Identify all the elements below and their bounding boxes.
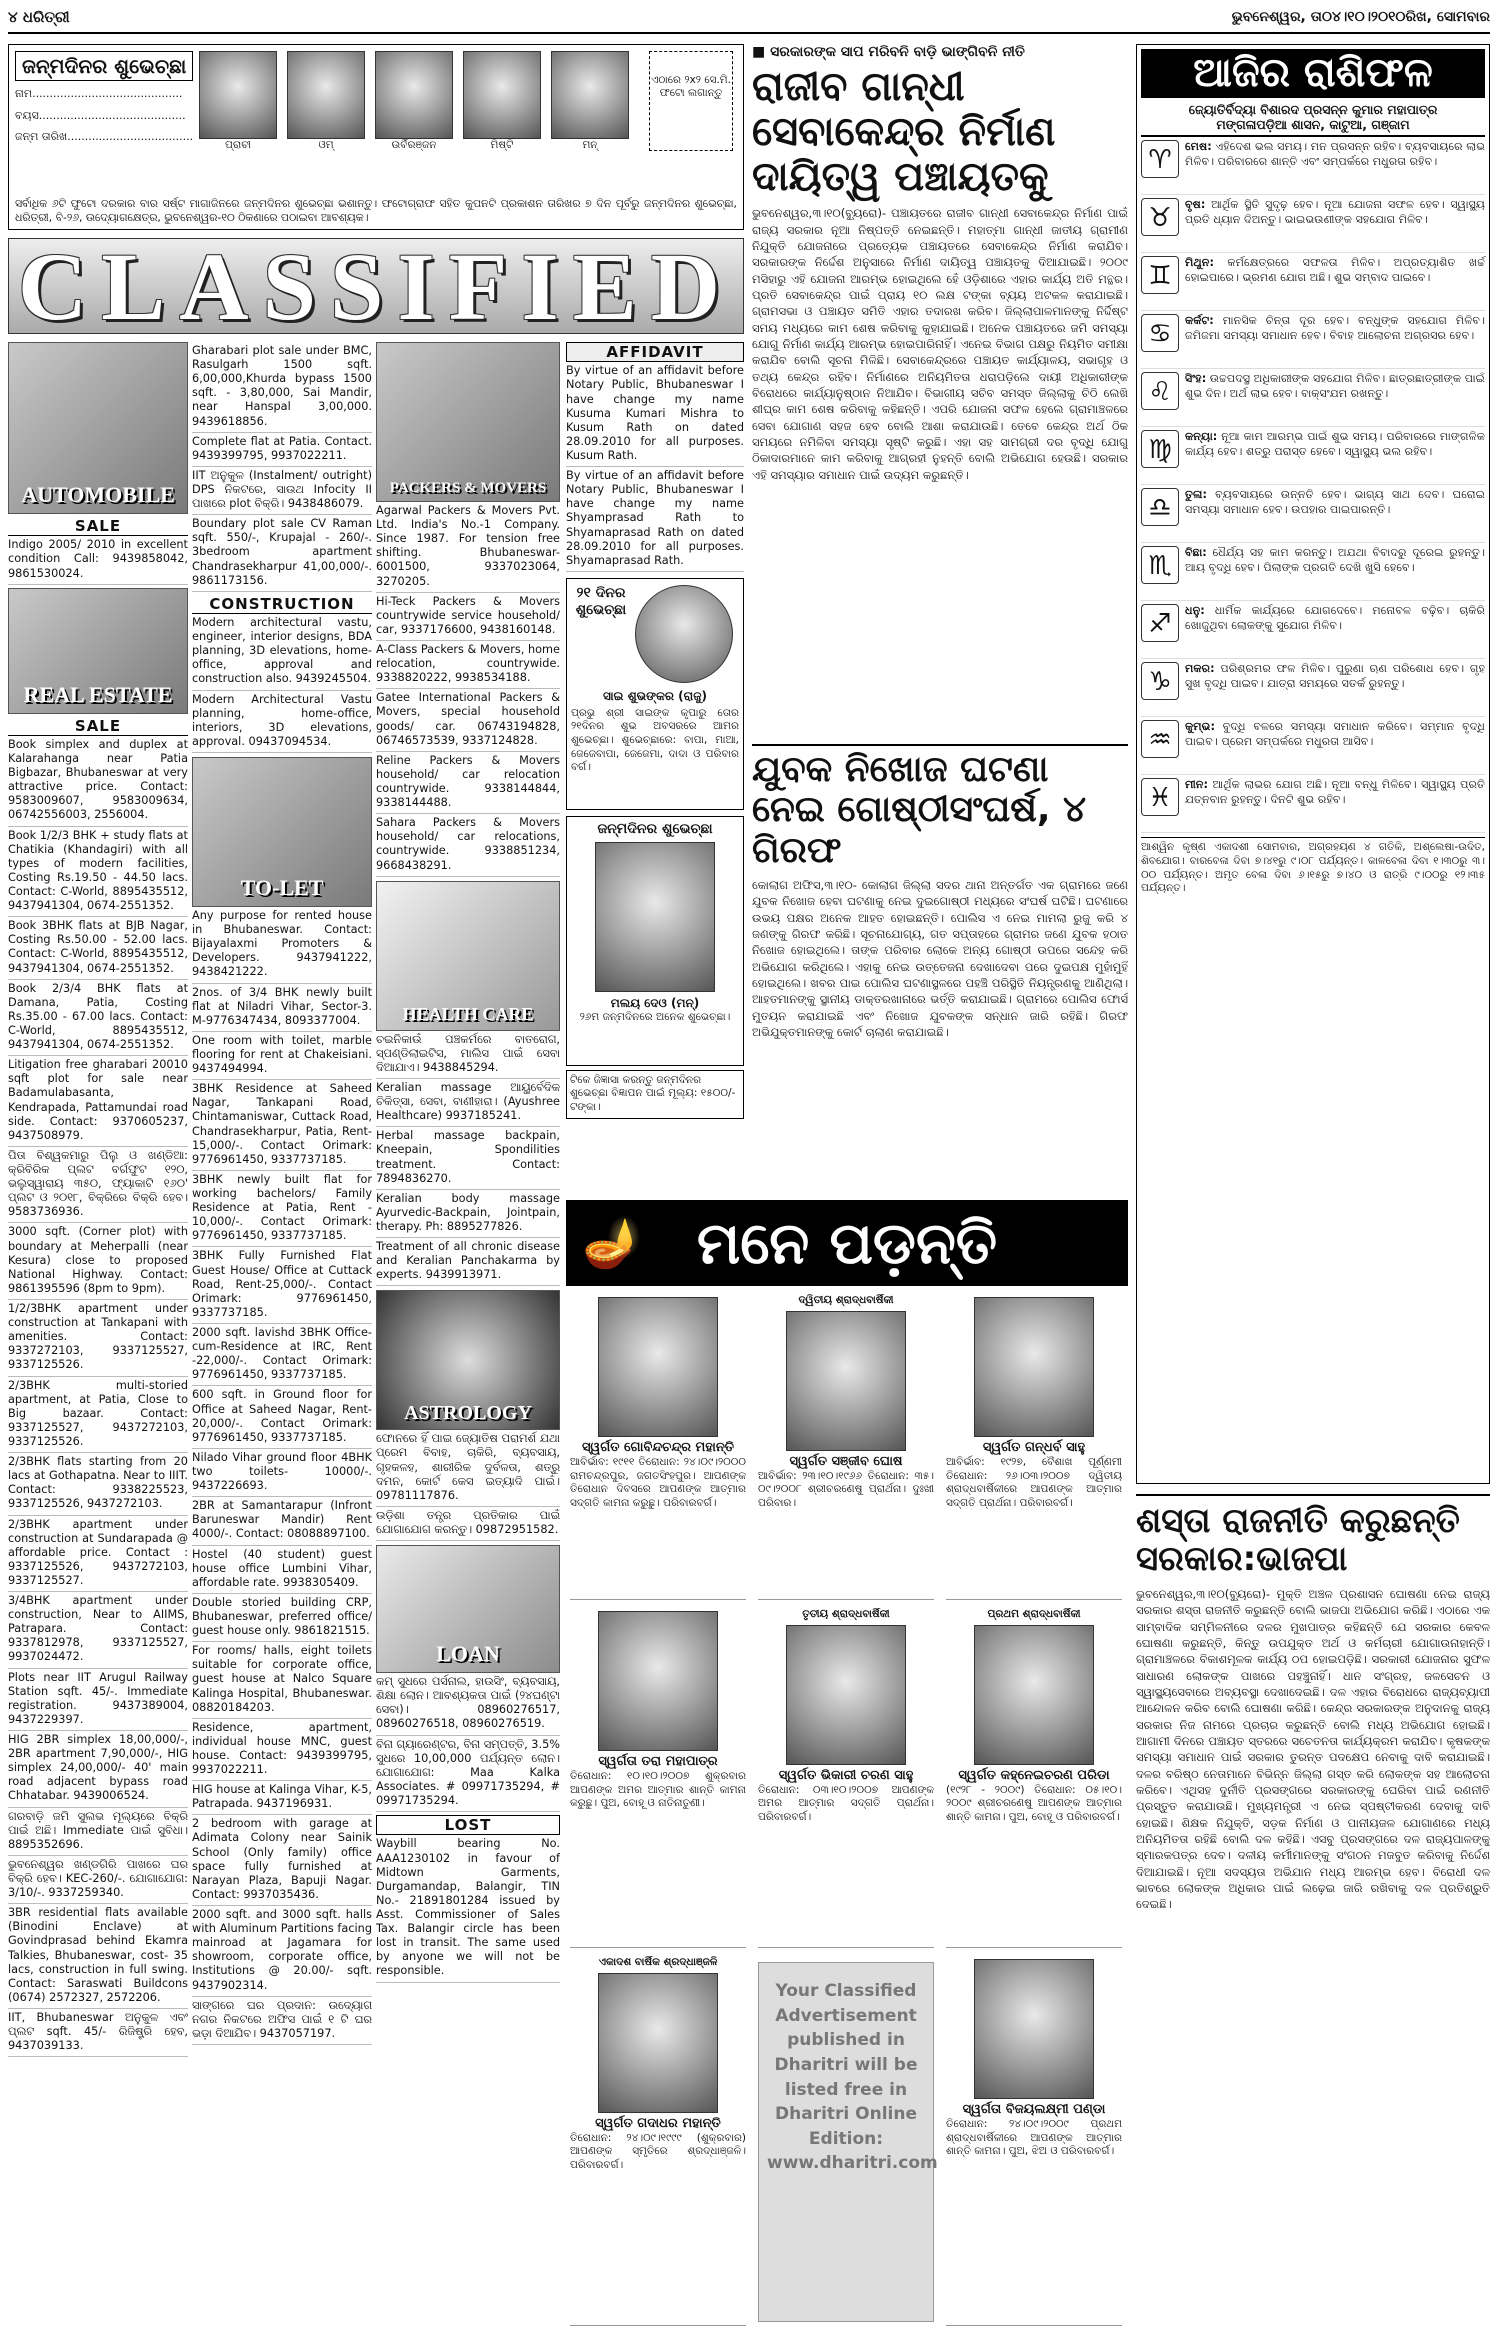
obituary-card [946, 1956, 1122, 2326]
packers-label: PACKERS & MOVERS [389, 479, 547, 496]
child-photo [199, 51, 277, 139]
zodiac-icon: ♈ [1141, 140, 1179, 178]
article-headline: ରାଜୀବ ଗାନ୍ଧୀ ସେବାକେନ୍ଦ୍ର ନିର୍ମାଣ ଦାୟିତ୍ୱ ପଞ୍ଚାୟତକୁ [752, 64, 1056, 200]
classified-ad: Book 2/3/4 BHK flats at Damana, Patia, Costing Rs.35.00 - 67.00 lacs. Contact: C-World, 8895435512, 9437941304, 0674-2551352. [8, 980, 188, 1057]
zodiac-prediction: ପରିଶ୍ରମର ଫଳ ମିଳିବ। ପୁରୁଣା ଋଣ ପରିଶୋଧ ହେବ। ଗୃହ ସୁଖ ବୃଦ୍ଧି ପାଇବ। ଯାତ୍ରା ସମୟରେ ସତର୍କ ରୁହନ୍ତୁ। [1185, 662, 1485, 691]
to-let-image [192, 757, 372, 907]
baby-name: ସାଇ ଶୁଭଙ୍କର (ରାଜୁ) [603, 688, 707, 703]
classified-ad: Modern architectural vastu, engineer, interior designs, BDA planning, 3D elevations, home-office, approval and construction also. 9439245504. [192, 614, 372, 691]
classified-ad: 3BHK Fully Furnished Flat Guest House/ Office at Cuttack Road, Rent-25,000/-. Contact Orimark: 9776961450, 9337737185. [192, 1247, 372, 1324]
zodiac-prediction: ଆର୍ଥିକ ଲାଭର ଯୋଗ ଅଛି। ନୂଆ ବନ୍ଧୁ ମିଳିବେ। ସ୍ୱାସ୍ଥ୍ୟ ପ୍ରତି ଯତ୍ନବାନ ରୁହନ୍ତୁ। ଦିନଟି ଶୁଭ ରହିବ। [1185, 778, 1485, 807]
ad-list [8, 736, 188, 2057]
news-article-rajiv-gandhi [752, 44, 1128, 734]
zodiac-prediction: ବ୍ୟବସାୟରେ ଉନ୍ନତି ହେବ। ଭାଗ୍ୟ ସାଥ ଦେବ। ଘରୋଇ ସମସ୍ୟା ସମାଧାନ ହେବ। ଉପହାର ପାଇପାରନ୍ତି। [1185, 488, 1485, 517]
ad-list [192, 907, 372, 2045]
zodiac-icon: ♍ [1141, 430, 1179, 468]
obituary-card [946, 1294, 1122, 1600]
obituary-photo [598, 1297, 718, 1437]
zodiac-icon: ♋ [1141, 314, 1179, 352]
astrologer-name: ଜ୍ୟୋତିର୍ବିଦ୍ୟା ବିଶାରଦ ପ୍ରସନ୍ନ କୁମାର ମହାପାତ୍ର [1188, 101, 1438, 117]
horoscope-title: ଆଜିର ରାଶିଫଳ [1141, 49, 1485, 98]
zodiac-icon: ♎ [1141, 488, 1179, 526]
classified-ad: Gatee International Packers & Movers, special household goods/ car. 06743194828, 06746573539, 9337124828. [376, 689, 560, 751]
real-estate-image [8, 588, 188, 714]
obituary-grid [566, 1286, 1128, 2332]
automobile-label: AUTOMOBILE [21, 482, 175, 508]
horoscope-item [1141, 717, 1485, 775]
classified-ad: 3000 sqft. (Corner plot) with boundary at Meherpalli (near Kesura) close to proposed National Highway. Contact: 9861395596 (8pm to 9pm). [8, 1223, 188, 1300]
obituary-text: ତିରୋଧାନ: ୨୪।୦୯।୨୦୦୯ ପ୍ରଥମ ଶ୍ରାଦ୍ଧବାର୍ଷିକୀରେ ଆପଣଙ୍କ ଆତ୍ମାର ଶାନ୍ତି କାମନା। ପୁଅ, ଝିଅ ଓ ପରିବାରବର୍ଗ। [946, 2117, 1122, 2158]
classified-ad: Sahara Packers & Movers household/ car relocations, countrywide. 9338851234, 9668438291. [376, 814, 560, 876]
classified-ad: 2nos. of 3/4 BHK newly built flat at Niladri Vihar, Sector-3. M-9776347434, 8093377004. [192, 984, 372, 1032]
page-number: ୪ ଧରିତ୍ରୀ [8, 8, 70, 26]
horoscope-list [1141, 137, 1485, 833]
photo-placeholder[interactable]: ଏଠାରେ ୨x୨ ସେ.ମି. ଫଟୋ ଲଗାନ୍ତୁ [649, 51, 733, 151]
birthday-ad [566, 816, 744, 1066]
zodiac-name: କୁମ୍ଭ: [1185, 720, 1215, 734]
classified-ad: Book 1/2/3 BHK + study flats at Chatikia (Khandagiri) with all types of modern facilities, Costing Rs.19.50 - 44.50 lacs. Contact: C-World, 8895435512, 9437941304, 0674-2551352. [8, 827, 188, 918]
classified-column-3 [376, 342, 560, 2335]
horoscope-item [1141, 601, 1485, 659]
news-article-bjp [1136, 1494, 1490, 2336]
zodiac-icon: ♒ [1141, 720, 1179, 758]
diya-icon: 🪔 [582, 1215, 642, 1271]
classified-ad: Gharabari plot sale under BMC, Rasulgarh 1500 sqft. 6,00,000,Khurda bypass 1500 sqft. - 3,80,000, Sai Mandir, near Hanspal 3,00,000. 9439618856. [192, 342, 372, 433]
horoscope-item [1141, 195, 1485, 253]
obituary-text: ଆବିର୍ଭାବ: ୧୯୨୭, ବୈଶାଖ ପୂର୍ଣ୍ଣମୀ ତିରୋଧାନ: ୨୬।୦୩।୨୦୦୭ ଦ୍ୱିତୀୟ ଶ୍ରାଦ୍ଧବାର୍ଷିକୀରେ ଆପଣଙ୍କ ଆତ୍ମାର ସଦ୍‌ଗତି ପ୍ରାର୍ଥନା। ପରିବାରବର୍ଗ। [946, 1455, 1122, 1509]
obituary-photo [974, 1297, 1094, 1437]
classified-ad: Reline Packers & Movers household/ car relocation countrywide. 9338144844, 9338144488. [376, 752, 560, 814]
classified-ad: Boundary plot sale CV Raman sqft. 550/-, Krupajal - 260/-. 3bedroom apartment Chandrasekharpur 41,00,000/-. 9861173156. [192, 515, 372, 592]
obituary-name: ସ୍ୱର୍ଗତ ସଞ୍ଜୀବ ଘୋଷ [789, 1453, 903, 1469]
masthead [8, 4, 1490, 34]
classified-ad: ପିତା ବିଶ୍ୱକମାରୁ ପିଲୁ ଓ ଖଣ୍ଡିଆ: କ୍ରିବିରିକ ପ୍ଲଟ ବର୍ଗଫୁଟ ୧୨୦, ଭଲୁସ୍ୱାରାୟ ୩୫୦, ଫ୍ୟାକାଟି ୧୬୦' ପ୍ଲଟ ଓ ୨୦୧୮, ବିକ୍ରିରେ ବିକ୍ରି ହେବ। 9583736936. [8, 1147, 188, 1224]
classified-ad: 3BR residential flats available (Binodini Enclave) at Govindprasad behind Ekamra Talkies, Bhubaneswar, cost- 35 lacs, construction in full swing. Contact: Saraswati Buildcons (0674) 2572327, 2572206. [8, 1904, 188, 2009]
zodiac-prediction: ଆର୍ଥିକ ସ୍ଥିତି ସୁଦୃଢ଼ ହେବ। ନୂଆ ଯୋଜନା ସଫଳ ହେବ। ସ୍ୱାସ୍ଥ୍ୟ ପ୍ରତି ଧ୍ୟାନ ଦିଅନ୍ତୁ। ଭାଇଭଉଣୀଙ୍କ ସହଯୋଗ ମିଳିବ। [1185, 198, 1485, 227]
article-body: କୋଲାଗ ଅଫିସ,୩।୧୦- କୋଲାଗ ଜିଲ୍ଲା ସଦର ଥାନା ଅନ୍ତର୍ଗତ ଏକ ଗ୍ରାମରେ ଜଣେ ଯୁବକ ନିଖୋଜ ହେବା ଘଟଣାକୁ ନେଇ ଦୁଇଗୋଷ୍ଠୀ ମଧ୍ୟରେ ସଂଘର୍ଷ ଘଟିଛି। ଘଟଣାରେ ଉଭୟ ପକ୍ଷର ଅନେକ ଆହତ ହୋଇଛନ୍ତି। ପୋଲିସ ଏ ନେଇ ମାମଲା ରୁଜୁ କରି ୪ ଜଣଙ୍କୁ ଗିରଫ କରିଛି। ସୂଚନାଯୋଗ୍ୟ, ଗତ ସପ୍ତାହରେ ଗ୍ରାମର ଜଣେ ଯୁବକ ହଠାତ ନିଖୋଜ ହୋଇଥିଲେ। ତାଙ୍କ ପରିବାର ଲୋକେ ଅନ୍ୟ ଗୋଷ୍ଠୀ ଉପରେ ସନ୍ଦେହ କରି ଅଭିଯୋଗ କରିଥିଲେ। ଏହାକୁ ନେଇ ଉତ୍ତେଜନା ଦେଖାଦେବା ପରେ ଦୁଇପକ୍ଷ ମୁହାଁମୁହିଁ ହୋଇଥିଲେ। ଖବର ପାଇ ପୋଲିସ ଘଟଣାସ୍ଥଳରେ ପହଞ୍ଚି ପରିସ୍ଥିତି ନିୟନ୍ତ୍ରଣକୁ ଆଣିଥିଲା। ଆହତମାନଙ୍କୁ ସ୍ଥାନୀୟ ଡାକ୍ତରଖାନାରେ ଭର୍ତ୍ତି କରାଯାଇଛି। ଗ୍ରାମରେ ପୋଲିସ ଫୋର୍ସ ମୁତୟନ କରାଯାଇଛି ଏବଂ ନିଖୋଜ ଯୁବକଙ୍କ ସନ୍ଧାନ ଜାରି ରହିଛି। ଗିରଫ ଅଭିଯୁକ୍ତମାନଙ୍କୁ କୋର୍ଟ ଚାଲାଣ କରାଯାଇଛି। [752, 877, 1128, 1039]
obituary-card [570, 1608, 746, 1948]
coupon-note: ସର୍ବାଧିକ ୬ଟି ଫୁଟୋ ଦରକାର ବାର ସର୍ଷ୍ଟ ମାଗାଜିନରେ ଜନ୍ମଦିନର ଶୁଭେଚ୍ଛା ଭଶାନ୍ତୁ। ଫଟୋଗ୍ରାଫ ସହିତ କୁପନଟି ପ୍ରକାଶନ ତାରିଖର ୭ ଦିନ ପୂର୍ବରୁ ଜନ୍ମଦିନର ଶୁଭେଚ୍ଛା, ଧରିତ୍ରୀ, ବି-୨୬, ଉଦ୍ୟୋଗକ୍ଷେତ୍ର, ଭୁବନେଶ୍ୱର-୧୦ ଠିକଣାରେ ପଠାଇବା ଆବଶ୍ୟକ। [15, 196, 737, 224]
health-care-label: HEALTH CARE [402, 1003, 534, 1024]
child-photo [551, 51, 629, 139]
classified-ad: Modern Architectural Vastu planning, home-office, interiors, 3D elevations, approval. 09437094534. [192, 691, 372, 753]
coupon-field-dob[interactable]: ଜନ୍ମ ତାରିଖ.................................... [15, 130, 194, 144]
classified-ad: 2BR at Samantarapur (Infront Baruneswar Mandir) Rent 4000/-. Contact: 08088897100. [192, 1497, 372, 1545]
classified-ad: ବିନା ଗ୍ୟାରେଣ୍ଟର, ବିନା ସମ୍ପତ୍ତି, 3.5% ସୁଧରେ 10,00,000 ପର୍ଯ୍ୟନ୍ତ ଲୋନ। ଯୋଗାଯୋଗ: Maa Kalka Associates. # 09971735294, # 09971735294. [376, 1736, 560, 1813]
zodiac-icon: ♏ [1141, 546, 1179, 584]
classified-ad: Agarwal Packers & Movers Pvt. Ltd. India's No.-1 Company. Since 1987. For tension free shifting. Bhubaneswar- 6001500, 9337023064, 3270205. [376, 502, 560, 593]
child-name: ଉର୍ବିରଞ୍ଜନ [391, 139, 437, 151]
classified-ad: Keralian massage ଆୟୁର୍ବେଦିକ ଚିକିତ୍ସା, ସେବା, ବାଣୀହାରା। (Ayushree Healthcare) 9937185241. [376, 1079, 560, 1127]
classified-ad: For rooms/ halls, eight toilets suitable for corporate office, guest house at Nalco Square Kalinga Hospital, Bhubaneswar. 08820184203. [192, 1642, 372, 1719]
article-kicker: ■ ସରକାରଙ୍କ ସାପ ମରିବନି ବାଡ଼ି ଭାଙ୍ଗିବନି ନୀତି [752, 44, 1025, 60]
birthday-coupon [8, 44, 744, 230]
loan-label: LOAN [436, 1641, 500, 1667]
classified-ad: 2000 sqft. lavishd 3BHK Office-cum-Residence at IRC, Rent -22,000/-. Contact Orimark: 9776961450, 9337737185. [192, 1324, 372, 1386]
child-photo [287, 51, 365, 139]
classified-ad: 3/4BHK apartment under construction, Near to AIIMS, Patrapara. Contact: 9337812978, 9337125527, 9937024472. [8, 1592, 188, 1669]
obituary-text: ଆବିର୍ଭାବ: ୧୯୧୧ ତିରୋଧାନ: ୨୪।୦୯।୨୦୦୦ ରାମଚନ୍ଦ୍ରପୁର, ଜଗତସିଂହପୁର। ଆପଣଙ୍କ ତିରୋଧାନ ଦିବସରେ ଆପଣଙ୍କ ଆତ୍ମାର ସଦ୍‌ଗତି କାମନା କରୁଛୁ। ପରିବାରବର୍ଗ। [570, 1455, 746, 1509]
obituary-name: ସ୍ୱର୍ଗତ ଗଦାଧର ମହାନ୍ତି [595, 2115, 721, 2131]
classified-ad: Litigation free gharabari 20010 sqft plot for sale near Badamulabasanta, Kendrapada, Pattamundai road side. Contact: 9370605237, 9437508979. [8, 1056, 188, 1147]
article-body: ଭୁବନେଶ୍ୱର,୩।୧୦(ବ୍ୟୁରୋ)- ମୁକ୍ତି ଅଞ୍ଚଳ ପ୍ରଶାସନ ଘୋଷଣା ନେଇ ରାଜ୍ୟ ସରକାର ଶସ୍ତା ରାଜନୀତି କରୁଛନ୍ତି ବୋଲି ଭାଜପା ଅଭିଯୋଗ କରିଛି। ଏଠାରେ ଏକ ସାମ୍ବାଦିକ ସମ୍ମିଳନୀରେ ଦଳର ମୁଖପାତ୍ର କହିଛନ୍ତି ଯେ ସରକାର କେବଳ ଘୋଷଣା କରୁଛନ୍ତି, କିନ୍ତୁ ଉପଯୁକ୍ତ ଅର୍ଥ ଓ କର୍ମଚାରୀ ଯୋଗାଉନାହାନ୍ତି। ଗ୍ରାମାଞ୍ଚଳରେ ବିକାଶମୂଳକ କାର୍ଯ୍ୟ ଠପ ହୋଇପଡ଼ିଛି। ସରକାରୀ ଯୋଜନାର ସୁଫଳ ସାଧାରଣ ଲୋକଙ୍କ ପାଖରେ ପହଞ୍ଚୁନାହିଁ। ଧାନ ସଂଗ୍ରହ, ଜଳସେଚନ ଓ ସ୍ୱାସ୍ଥ୍ୟସେବାରେ ଅବ୍ୟବସ୍ଥା ଦେଖାଦେଇଛି। ଦଳ ଏହାର ବିରୋଧରେ ରାଜ୍ୟବ୍ୟାପୀ ଆନ୍ଦୋଳନ କରିବ ବୋଲି ଘୋଷଣା କରିଛି। କେନ୍ଦ୍ର ସରକାରଙ୍କ ଅନୁଦାନକୁ ରାଜ୍ୟ ସରକାର ନିଜ ନାମରେ ପ୍ରଚାର କରୁଛନ୍ତି ବୋଲି ମଧ୍ୟ ଅଭିଯୋଗ ହୋଇଛି। ଆଗାମୀ ଦିନରେ ପଞ୍ଚାୟତ ସ୍ତରରେ ସଚେତନତା କାର୍ଯ୍ୟକ୍ରମ କରାଯିବ। କୃଷକଙ୍କ ସମସ୍ୟା ସମାଧାନ ପାଇଁ ସରକାର ତୁରନ୍ତ ପଦକ୍ଷେପ ନେବାକୁ ଦାବି କରାଯାଇଛି। ଦଳର ବରିଷ୍ଠ ନେତାମାନେ ବିଭିନ୍ନ ଜିଲ୍ଲା ଗସ୍ତ କରି ଲୋକଙ୍କ ସହ ଆଲୋଚନା କରିବେ। ଏଥିସହ ଦୁର୍ନୀତି ପ୍ରସଙ୍ଗରେ ସରକାରଙ୍କୁ ଘେରିବା ପାଇଁ ରଣନୀତି ପ୍ରସ୍ତୁତ କରାଯାଉଛି। ମୁଖ୍ୟମନ୍ତ୍ରୀ ଏ ନେଇ ସ୍ପଷ୍ଟୀକରଣ ଦେବାକୁ ଦାବି ହୋଇଛି। ଶିକ୍ଷକ ନିଯୁକ୍ତି, ସଡ଼କ ନିର୍ମାଣ ଓ ପାନୀୟଜଳ ଯୋଗାଣରେ ମଧ୍ୟ ଅନିୟମିତତା ରହିଛି ବୋଲି ଦଳ କହିଛି। ଏସବୁ ପ୍ରସଙ୍ଗରେ ଦଳ ରାଜ୍ୟପାଳଙ୍କୁ ସ୍ମାରକପତ୍ର ଦେବ। ଦଳୀୟ କର୍ମୀମାନଙ୍କୁ ସଂଗଠନ ମଜବୁତ କରିବାକୁ ନିର୍ଦ୍ଦେଶ ଦିଆଯାଇଛି। ନୂଆ ସଦସ୍ୟତା ଅଭିଯାନ ମଧ୍ୟ ଆରମ୍ଭ ହେବ। ବିରୋଧୀ ଦଳ ଭାବରେ ଲୋକଙ୍କ ଅଧିକାର ପାଇଁ ଲଢ଼େଇ ଜାରି ରଖିବାକୁ ଦଳ ପ୍ରତିଶ୍ରୁତି ଦେଇଛି। [1136, 1587, 1490, 1912]
classified-banner [8, 238, 744, 334]
horoscope-item [1141, 369, 1485, 427]
obituary-photo [598, 1973, 718, 2113]
classified-ad: ସାଙ୍ଗରେ ଘର ପ୍ରଦାନ: ଉଦ୍ୟୋଗ ନଗର ନିକଟରେ ଅଫିସ ପାଇଁ ୧ ଟି ଘର ଭଡ଼ା ଦିଆଯିବ। 9437057197. [192, 1997, 372, 2045]
astrology-label: ASTROLOGY [404, 1401, 532, 1424]
obituary-text: ତିରୋଧାନ: ୧୦।୧୦।୨୦୦୭ ଶୁକ୍ରବାର ଆପଣଙ୍କ ଅମର ଆତ୍ମାର ଶାନ୍ତି କାମନା କରୁଛୁ। ପୁଅ, ବୋହୂ ଓ ନାତିନାତୁଣୀ। [570, 1769, 746, 1810]
horoscope-item [1141, 137, 1485, 195]
birthday-rate-note: ଟିକେ ଜିଜ୍ଞାସା କରନ୍ତୁ ଜନ୍ମଦିନର ଶୁଭେଚ୍ଛା ବିଜ୍ଞାପନ ପାଇଁ ମୂଲ୍ୟ: ୧୫୦୦/- ଟଙ୍କା। [566, 1070, 744, 1119]
zodiac-name: ମେଷ: [1185, 140, 1212, 154]
classified-ad: By virtue of an affidavit before Notary Public, Bhubaneswar I have change my name Kusuma Kumari Mishra to Kusum Rath on dated 28.09.2010 for all purposes. Kusum Rath. [566, 362, 744, 467]
ad-list [192, 614, 372, 753]
classified-ad: A-Class Packers & Movers, home relocation, countrywide. 9338820222, 9938534188. [376, 641, 560, 689]
classified-column-2 [192, 342, 372, 2335]
classified-ad: HIG 2BR simplex 18,00,000/-, 2BR apartment 7,90,000/-, HIG simplex 24,00,000/- 40' main road adjacent bypass road Chhatabar. 9439006524. [8, 1731, 188, 1808]
classified-ad: 3BHK newly built flat for working bachelors/ Family Residence at Patia, Rent - 10,000/-. Contact Orimark: 9776961450, 9337737185. [192, 1171, 372, 1248]
loan-image [376, 1545, 560, 1673]
ad-list [376, 1031, 560, 1287]
classified-ad: Any purpose for rented house in Bhubaneswar. Contact: Bijayalaxmi Promoters & Developers. 9437941222, 9438421222. [192, 907, 372, 984]
obituary-card [758, 1294, 934, 1600]
classified-ad: 3BHK Residence at Saheed Nagar, Tankapani Road, Chintamaniswar, Cuttack Road, Chandrasekharpur, Patia, Rent- 15,000/-. Contact Orimark: 9776961450, 9337737185. [192, 1080, 372, 1171]
zodiac-icon: ♉ [1141, 198, 1179, 236]
zodiac-prediction: ଧାର୍ମିକ କାର୍ଯ୍ୟରେ ଯୋଗଦେବେ। ମନୋବଳ ବଢ଼ିବ। ଚାକିରି ଖୋଜୁଥିବା ଲୋକଙ୍କୁ ସୁଯୋଗ ମିଳିବ। [1185, 604, 1485, 633]
horoscope-section [1136, 44, 1490, 1484]
child-wish: ୨୬ମ ଜନ୍ମଦିନରେ ଅନେକ ଶୁଭେଚ୍ଛା। [579, 1010, 731, 1023]
article-headline: ଶସ୍ତା ରାଜନୀତି କରୁଛନ୍ତି ସରକାର:ଭାଜପା [1136, 1501, 1460, 1580]
classified-ad: Residence, apartment, individual house MNC, guest house. Contact: 9439399795, 9937022211. [192, 1719, 372, 1781]
classified-ad: 600 sqft. in Ground floor for Office at Saheed Nagar, Rent- 20,000/-. Contact Orimark: 9776961450, 9337737185. [192, 1386, 372, 1448]
zodiac-prediction: ଏହିଦେଶ ଭଲ ସମୟ। ମନ ପ୍ରସନ୍ନ ରହିବ। ବ୍ୟବସାୟରେ ଲାଭ ମିଳିବ। ପରିବାରରେ ଶାନ୍ତି ଏବଂ ସମ୍ପର୍କରେ ମଧୁରତା ରହିବ। [1185, 140, 1485, 169]
horoscope-item [1141, 253, 1485, 311]
obituary-card [946, 1608, 1122, 1948]
baby-wish: ପ୍ରଭୁ ଶ୍ରୀ ସାଇଙ୍କ କୃପାରୁ ତୋର ୨୧ଦିନର ଶୁଭ ଅବସରରେ ଆମର ଶୁଭେଚ୍ଛା। ଶୁଭେଚ୍ଛାରେ: ବାପା, ମାଆ, ଜେଜେବାପା, ଜେଜେମା, ଦାଦା ଓ ପରିବାର ବର୍ଗ। [571, 706, 739, 774]
news-article-missing-youth [752, 744, 1128, 1194]
issue-date: ଭୁବନେଶ୍ୱର, ତା୦୪।୧୦।୨୦୧୦ରିଖ, ସୋମବାର [1231, 9, 1490, 25]
baby-photo [635, 585, 733, 683]
real-estate-label: REAL ESTATE [23, 681, 173, 707]
obituary-photo [974, 1959, 1094, 2099]
obituary-banner [566, 1200, 1128, 1286]
obituary-tag: ତୃତୀୟ ଶ୍ରାଦ୍ଧବାର୍ଷିକୀ [802, 1608, 890, 1620]
obituary-photo [786, 1311, 906, 1451]
automobile-image [8, 342, 188, 514]
birthday-ad-title: ୨୧ ଦିନର ଶୁଭେଚ୍ଛା [575, 584, 627, 618]
obituary-photo [974, 1625, 1094, 1765]
online-edition-note: Your Classified Advertisement published in Dharitri will be listed free in Dharitri Online Edition: www.dharitri.com [758, 1962, 934, 2322]
sale-heading: SALE [8, 717, 188, 736]
classified-ad: 2 bedroom with garage at Adimata Colony near Sainik School (Only family) office space fully furnished at Narayan Plaza, Bapuji Nagar. Contact: 9937035436. [192, 1815, 372, 1906]
obituary-text: ତିରୋଧାନ: ୦୩।୧୦।୨୦୦୭ ଆପଣଙ୍କ ଅମର ଆତ୍ମାର ସଦ୍‌ଗତି ପ୍ରାର୍ଥନା। ପରିବାରବର୍ଗ। [758, 1783, 934, 1823]
sale-heading: SALE [8, 517, 188, 536]
zodiac-name: ବୃଷ: [1185, 198, 1206, 212]
article-headline: ଯୁବକ ନିଖୋଜ ଘଟଣା ନେଇ ଗୋଷ୍ଠୀସଂଘର୍ଷ, ୪ ଗିରଫ [752, 749, 1087, 871]
zodiac-icon: ♑ [1141, 662, 1179, 700]
packers-image [376, 342, 560, 502]
child-photo [375, 51, 453, 139]
birthday-title: ଜନ୍ମଦିନର ଶୁଭେଚ୍ଛା [15, 51, 193, 81]
zodiac-name: ତୁଳା: [1185, 488, 1207, 502]
zodiac-name: ମକର: [1185, 662, 1215, 676]
classified-ad: ଗରବାଡ଼ି ଜମି ସୁଲଭ ମୂଲ୍ୟରେ ବିକ୍ରି ପାଇଁ ଅଛି। Immediate ପାଇଁ ସୁବିଧା। 8895352696. [8, 1808, 188, 1856]
classified-column-4 [566, 342, 744, 1192]
to-let-label: TO-LET [240, 875, 324, 901]
classified-ad: Book simplex and duplex at Kalarahanga near Patia Bigbazar, Bhubaneswar at very attractive price. Contact: 9583009607, 9583009634, 06742556003, 2556004. [8, 736, 188, 827]
birthday-ad [566, 578, 744, 810]
lost-heading: LOST [376, 1815, 560, 1835]
classified-column-1 [8, 342, 188, 2335]
classified-ad: Hostel (40 student) guest house office Lumbini Vihar, affordable rate. 9938305409. [192, 1546, 372, 1594]
obituary-name: ସ୍ୱର୍ଗତ କହ୍ନେଇଚରଣ ପରିଡା [958, 1767, 1110, 1783]
zodiac-name: ମିଥୁନ: [1185, 256, 1214, 270]
zodiac-prediction: ମାନସିକ ଚିନ୍ତା ଦୂର ହେବ। ବନ୍ଧୁଙ୍କ ସହଯୋଗ ମିଳିବ। ଜମିଜମା ସମସ୍ୟା ସମାଧାନ ହେବ। ବିବାହ ଆଲୋଚନା ଅଗ୍ରସର ହେବ। [1185, 314, 1485, 343]
zodiac-prediction: ଉଚ୍ଚପଦସ୍ଥ ଅଧିକାରୀଙ୍କ ସହଯୋଗ ମିଳିବ। ଛାତ୍ରଛାତ୍ରୀଙ୍କ ପାଇଁ ଶୁଭ ଦିନ। ଅର୍ଥ ଲାଭ ହେବ। ବାକ୍‌ସଂଯମ ରଖନ୍ତୁ। [1185, 372, 1485, 401]
classified-ad: 2/3BHK flats starting from 20 lacs at Gothapatna. Near to IIIT. Contact: 9338225523, 9337125526, 9437272103. [8, 1453, 188, 1515]
zodiac-name: କନ୍ୟା: [1185, 430, 1218, 444]
zodiac-name: ବିଛା: [1185, 546, 1207, 560]
classified-ad: କମ୍ ସୁଧରେ ପର୍ସନାଲ, ହାଉସିଂ, ବ୍ୟବସାୟ, ଶିକ୍ଷା ଲୋନ। ଆବଶ୍ୟକତା ପାଇଁ (୨୪ଘଣ୍ଟା ସେବା)। 08960276517, 08960276518, 08960276519. [376, 1673, 560, 1735]
child-photo [463, 51, 541, 139]
obituary-tag: ଦ୍ୱିତୀୟ ଶ୍ରାଦ୍ଧବାର୍ଷିକୀ [798, 1294, 894, 1306]
affidavit-heading: AFFIDAVIT [566, 342, 744, 362]
obituary-name: ସ୍ୱର୍ଗତ ଗନ୍ଧର୍ବ ସାହୁ [982, 1440, 1086, 1455]
classified-ad: 2000 sqft. and 3000 sqft. halls with Aluminum Partitions facing mainroad at Jagamara for showroom, corporate office, Institutions @ 20.00/- sqft. 9437902314. [192, 1906, 372, 1997]
zodiac-icon: ♓ [1141, 778, 1179, 816]
obituary-text: ଆବିର୍ଭାବ: ୨୩।୧୦।୧୯୬୬ ତିରୋଧାନ: ୩୫।୦୯।୨୦୦୮ ଶ୍ରୀଚରଣେଷୁ ପ୍ରାର୍ଥନା। ଦୁଃଖୀ ପରିବାର। [758, 1469, 934, 1509]
classified-ad: One room with toilet, marble flooring for rent at Chakeisiani. 9437494994. [192, 1032, 372, 1080]
obituary-card [758, 1608, 934, 1948]
classified-ad: ଫୋନରେ ହିଁ ପାଇ ଜ୍ୟୋତିଷ ପରାମର୍ଶ ଯଥା ପ୍ରେମ ବିବାହ, ଚାକିରି, ବ୍ୟବସାୟ, ଗୃହକଳହ, ଶାରୀରିକ ଦୁର୍ବଳତା, ଶତ୍ରୁ ଦମନ, କୋର୍ଟ କେସ ଇତ୍ୟାଦି ପାଇଁ। 09781117876. [376, 1430, 560, 1507]
zodiac-name: ଧନୁ: [1185, 604, 1205, 618]
classified-ad: ଚଇନିକାଉଁ ପଞ୍ଚକର୍ମରେ ବାତରୋଗ, ସ୍ପଣ୍ଡିଲାଇଟିସ, ମାଲିସ ପାଇଁ ସେବା ଦିଆଯାଏ। 9438845294. [376, 1031, 560, 1079]
ad-list [566, 362, 744, 572]
ad-list [376, 1430, 560, 1541]
obituary-name: ସ୍ୱର୍ଗତା ତରା ମହାପାତ୍ର [598, 1754, 718, 1769]
classified-ad: HIG house at Kalinga Vihar, K-5, Patrapada. 9437196931. [192, 1781, 372, 1815]
classified-ad: Book 3BHK flats at BJB Nagar, Costing Rs.50.00 - 52.00 lacs. Contact: C-World, 8895435512, 9437941304, 0674-2551352. [8, 917, 188, 979]
obituary-text: (୧୯୨୮ - ୨୦୦୯) ତିରୋଧାନ: ୦୫।୧୦।୨୦୦୯ ଶ୍ରୀଚରଣେଷୁ ଆପଣଙ୍କ ଆତ୍ମାର ଶାନ୍ତି କାମନା। ପୁଅ, ବୋହୂ ଓ ପରିବାରବର୍ଗ। [946, 1783, 1122, 1823]
obituary-card [570, 1956, 746, 2326]
obituary-name: ସ୍ୱର୍ଗତ ଗୋବିନ୍ଦଚନ୍ଦ୍ର ମହାନ୍ତି [581, 1440, 735, 1455]
classified-ad: ଉଡ଼ିଶା ତନ୍ତ୍ର ପ୍ରତିକାର ପାଇଁ ଯୋଗାଯୋଗ କରନ୍ତୁ। 09872951582. [376, 1507, 560, 1541]
classified-ad: Complete flat at Patia. Contact. 9439399795, 9937022211. [192, 433, 372, 467]
obituary-photo [598, 1611, 718, 1751]
obituary-name: ସ୍ୱର୍ଗତ ଭିକାରୀ ଚରଣ ସାହୁ [778, 1767, 914, 1783]
ad-list [376, 1673, 560, 1812]
classified-ad: Plots near IIT Arugul Railway Station sqft. 45/-. Immediate registration. 9437389004, 9437229397. [8, 1669, 188, 1731]
classified-ad: Double storied building CRP, Bhubaneswar, preferred office/ guest house only. 9861821515. [192, 1594, 372, 1642]
classified-ad: 2/3BHK apartment under construction at Sundarapada @ affordable price. Contact : 9337125526, 9437272103, 9337125527. [8, 1516, 188, 1593]
horoscope-item [1141, 775, 1485, 833]
astrology-image [376, 1290, 560, 1430]
zodiac-prediction: କର୍ମକ୍ଷେତ୍ରରେ ସଫଳତା ମିଳିବ। ଅପ୍ରତ୍ୟାଶିତ ଖର୍ଚ୍ଚ ହୋଇପାରେ। ଭ୍ରମଣ ଯୋଗ ଅଛି। ଶୁଭ ସମ୍ବାଦ ପାଇବେ। [1185, 256, 1485, 285]
ad-list [376, 502, 560, 877]
ad-list [376, 1835, 560, 1982]
classified-ad: Treatment of all chronic disease and Keralian Panchakarma by experts. 9439913971. [376, 1238, 560, 1286]
zodiac-icon: ♌ [1141, 372, 1179, 410]
zodiac-name: ସିଂହ: [1185, 372, 1207, 386]
obituary-tag: ଏକାଦଶ ବାର୍ଷିକ ଶ୍ରଦ୍ଧାଞ୍ଜଳି [598, 1956, 718, 1968]
classified-ad: Herbal massage backpain, Kneepain, Spondilities treatment. Contact: 7894836270. [376, 1127, 560, 1189]
classified-ad: 1/2/3BHK apartment under construction at Tankapani with amenities. Contact: 9337272103, 9337125527, 9337125526. [8, 1300, 188, 1377]
classified-ad: IIT ଅନୁକୁଳ (Instalment/ outright) DPS ନିକଟରେ, ସାଉଥ Infocity II ପାଖରେ plot ବିକ୍ରି। 9438486079. [192, 467, 372, 515]
zodiac-name: ମୀନ: [1185, 778, 1208, 792]
zodiac-name: କର୍କଟ: [1185, 314, 1214, 328]
zodiac-prediction: ବୁଦ୍ଧି ବଳରେ ସମସ୍ୟା ସମାଧାନ କରିବେ। ସମ୍ମାନ ବୃଦ୍ଧି ପାଇବ। ପ୍ରେମ ସମ୍ପର୍କରେ ମଧୁରତା ଆସିବ। [1185, 720, 1485, 749]
horoscope-item [1141, 543, 1485, 601]
classified-title: CLASSIFIED [17, 238, 735, 334]
classified-ad: Keralian body massage Ayurvedic-Backpain, Jointpain, therapy. Ph: 8895277826. [376, 1190, 560, 1238]
horoscope-item [1141, 485, 1485, 543]
classified-ad: Nilado Vihar ground floor 4BHK two toilets- 10000/-. 9437226693. [192, 1449, 372, 1497]
horoscope-item [1141, 427, 1485, 485]
obituary-tag: ପ୍ରଥମ ଶ୍ରାଦ୍ଧବାର୍ଷିକୀ [987, 1608, 1081, 1620]
zodiac-prediction: ନୂଆ କାମ ଆରମ୍ଭ ପାଇଁ ଶୁଭ ସମୟ। ପରିବାରରେ ମାଙ୍ଗଳିକ କାର୍ଯ୍ୟ ହେବ। ଶତ୍ରୁ ପରାସ୍ତ ହେବେ। ସ୍ୱାସ୍ଥ୍ୟ ଭଲ ରହିବ। [1185, 430, 1485, 459]
obituary-text: ତିରୋଧାନ: ୨୪।୦୯।୧୯୯୯ (ଶୁକ୍ରବାର) ଆପଣଙ୍କ ସ୍ମୃତିରେ ଶ୍ରଦ୍ଧାଞ୍ଜଳି। ପରିବାରବର୍ଗ। [570, 2131, 746, 2171]
astrologer-address: ମଙ୍ଗଳାପଡ଼ିଆ ଶାସନ, କାଟୁଆ, ଗଞ୍ଜାମ [1141, 117, 1485, 137]
child-name: ମିଷ୍ଟି [490, 139, 514, 151]
panjika: ଆଶ୍ୱିନ କୃଷ୍ଣ ଏକାଦଶୀ ସୋମବାର, ଅଗ୍ରହୟଣ ୪ ଗତିକି, ଅଶ୍ଲେଷା-ଉଦିତ, ଶିବଯୋଗ। ବାରବେଳା ଦିବା ୭।୪୧ରୁ ୯।୦୮ ପର୍ଯ୍ୟନ୍ତ। କାଳବେଳା ଦିବା ୧।୩୦ରୁ ୩।୦୦ ପର୍ଯ୍ୟନ୍ତ। ଅମୃତ ବେଳା ଦିବା ୬।୧୫ରୁ ୭।୪୦ ଓ ରାତ୍ରି ୯।୦୦ରୁ ୧୨।୩୫ ପର୍ଯ୍ୟନ୍ତ। [1141, 837, 1485, 896]
horoscope-item [1141, 659, 1485, 717]
classified-ad: 2/3BHK multi-storied apartment, at Patia, Close to Big bazaar. Contact: 9337125527, 9437272103, 9337125526. [8, 1377, 188, 1454]
child-name: ମଲୟ ଦେଓ (ମନ୍) [610, 995, 700, 1010]
classified-ad: Indigo 2005/ 2010 in excellent condition Call: 9439858042, 9861530024. [8, 536, 188, 584]
child-name: ଓମ୍ [318, 139, 334, 151]
horoscope-item [1141, 311, 1485, 369]
birthday-ad-title: ଜନ୍ମଦିନର ଶୁଭେଚ୍ଛା [597, 820, 713, 837]
coupon-field-age[interactable]: ବୟସ.......................................... [15, 108, 186, 122]
obituary-section [566, 1200, 1128, 2336]
construction-heading: CONSTRUCTION [192, 595, 372, 614]
classified-ad: IIT, Bhubaneswar ଅନୁକୁଳ ଏବଂ ପ୍ଲଟ sqft. 45/- ରିଜିଷ୍ଟ୍ରି ହେବ, 9437039133. [8, 2009, 188, 2057]
obituary-card [570, 1294, 746, 1600]
article-body: ଭୁବନେଶ୍ୱର,୩।୧୦(ବ୍ୟୁରୋ)- ପଞ୍ଚାୟତରେ ରାଜୀବ ଗାନ୍ଧୀ ସେବାକେନ୍ଦ୍ର ନିର୍ମାଣ ପାଇଁ ରାଜ୍ୟ ସରକାର ନୂଆ ନିଷ୍ପତ୍ତି ନେଇଛନ୍ତି। ମହାତ୍ମା ଗାନ୍ଧୀ ଜାତୀୟ ଗ୍ରାମୀଣ ନିଯୁକ୍ତି ଯୋଜନାରେ ପ୍ରତ୍ୟେକ ପଞ୍ଚାୟତରେ ସେବାକେନ୍ଦ୍ର ନିର୍ମାଣ କରାଯିବ। ସରକାରଙ୍କ ନିର୍ଦ୍ଦେଶ ଅନୁସାରେ ନିର୍ମାଣ ଦାୟିତ୍ୱ ପଞ୍ଚାୟତକୁ ଦିଆଯାଇଛି। ୨୦୦୯ ମସିହାରୁ ଏହି ଯୋଜନା ଆରମ୍ଭ ହୋଇଥିଲେ ହେଁ ଓଡ଼ିଶାରେ ଏହାର କାର୍ଯ୍ୟ ଅତି ମନ୍ଥର। ପ୍ରତି ସେବାକେନ୍ଦ୍ର ପାଇଁ ପ୍ରାୟ ୧୦ ଲକ୍ଷ ଟଙ୍କା ବ୍ୟୟ ଅଟକଳ କରାଯାଇଛି। ଗ୍ରାମସଭା ଓ ପଞ୍ଚାୟତ ସମିତି ଏହାର ତଦାରଖ କରିବ। ଜିଲ୍ଲାପାଳମାନଙ୍କୁ ନିର୍ଦ୍ଦିଷ୍ଟ ସମୟ ମଧ୍ୟରେ କାମ ଶେଷ କରିବାକୁ କୁହାଯାଇଛି। ଅନେକ ପଞ୍ଚାୟତରେ ଜମି ସମସ୍ୟା ଯୋଗୁ ନିର୍ମାଣ କାର୍ଯ୍ୟ ଆରମ୍ଭ ହୋଇପାରିନାହିଁ। ଏନେଇ ବିଭାଗ ପକ୍ଷରୁ ନିୟମିତ ସମୀକ୍ଷା କରାଯିବ ବୋଲି ସୂଚନା ମିଳିଛି। ସେବାକେନ୍ଦ୍ରରେ ପଞ୍ଚାୟତ କାର୍ଯ୍ୟାଳୟ, ସଭାଗୃହ ଓ ତଥ୍ୟ କେନ୍ଦ୍ର ରହିବ। ନିର୍ମାଣରେ ଅନିୟମିତତା ଧରାପଡ଼ିଲେ ଦାୟୀ ଅଧିକାରୀଙ୍କ ବିରୋଧରେ କାର୍ଯ୍ୟାନୁଷ୍ଠାନ ନିଆଯିବ। ବିଭାଗୀୟ ସଚିବ ସମସ୍ତ ଜିଲ୍ଲାକୁ ଚିଠି ଲେଖି ଶୀଘ୍ର କାମ ଶେଷ କରିବାକୁ କହିଛନ୍ତି। ଏପରି ଯୋଜନା ସଫଳ ହେଲେ ଗ୍ରାମାଞ୍ଚଳରେ ସେବା ଯୋଗାଣ ସହଜ ହେବ ବୋଲି ଆଶା କରାଯାଉଛି। ତେବେ କେନ୍ଦ୍ର ଅର୍ଥ ଠିକ ସମୟରେ ନମିଳିବା ସମସ୍ୟା ସୃଷ୍ଟି କରୁଛି। ଏହା ସହ ସାମଗ୍ରୀ ଦର ବୃଦ୍ଧି ଯୋଗୁ ଠିକାଦାରମାନେ କାମ କରିବାକୁ ଆଗ୍ରହୀ ନୁହନ୍ତି ବୋଲି ଅଭିଯୋଗ ହେଉଛି। ସରକାର ଏହି ସମସ୍ୟାର ସମାଧାନ ପାଇଁ ଉଦ୍ୟମ କରୁଛନ୍ତି। [752, 206, 1128, 482]
ad-list [192, 342, 372, 592]
child-photo [595, 842, 715, 992]
classified-ad: Waybill bearing No. AAA1230102 in favour of Midtown Garments, Durgamandap, Balangir, TIN No.- 21891801284 issued by Asst. Commissioner of Sales Tax. Balangir circle has been lost in transit. The same used by anyone we will not be responsible. [376, 1835, 560, 1982]
zodiac-icon: ♊ [1141, 256, 1179, 294]
obituary-title: ମନେ ପଡ଼ନ୍ତି [696, 1209, 998, 1277]
child-name: ପ୍ରାଚୀ [225, 139, 251, 151]
health-care-image [376, 881, 560, 1031]
zodiac-icon: ♐ [1141, 604, 1179, 642]
child-name: ମନ୍ [582, 139, 598, 151]
classified-ad: By virtue of an affidavit before Notary Public, Bhubaneswar I have change my name Shyamprasad Rath to Shyamaprasad Rath on dated 28.09.2010 for all purposes. Shyamaprasad Rath. [566, 467, 744, 572]
classified-ad: ଭୁବନେଶ୍ୱର ଖଣ୍ଡଗିରି ପାଖରେ ଘର ବିକ୍ରି ହେବ। KEC-260/-. ଯୋଗାଯୋଗ: 3/10/-. 9337259340. [8, 1856, 188, 1904]
zodiac-prediction: ଧୈର୍ଯ୍ୟ ସହ କାମ କରନ୍ତୁ। ଅଯଥା ବିବାଦରୁ ଦୂରେଇ ରୁହନ୍ତୁ। ଆୟ ବୃଦ୍ଧି ହେବ। ପିଲାଙ୍କ ପ୍ରଗତି ଦେଖି ଖୁସି ହେବେ। [1185, 546, 1485, 575]
coupon-field-name[interactable]: ନାମ........................................... [15, 87, 183, 101]
classified-ad: Hi-Teck Packers & Movers countrywide service household/ car, 9337176600, 9438160148. [376, 593, 560, 641]
obituary-name: ସ୍ୱର୍ଗତା ବିଜୟଲକ୍ଷ୍ମୀ ପଣ୍ଡା [962, 2102, 1106, 2117]
obituary-photo [786, 1625, 906, 1765]
